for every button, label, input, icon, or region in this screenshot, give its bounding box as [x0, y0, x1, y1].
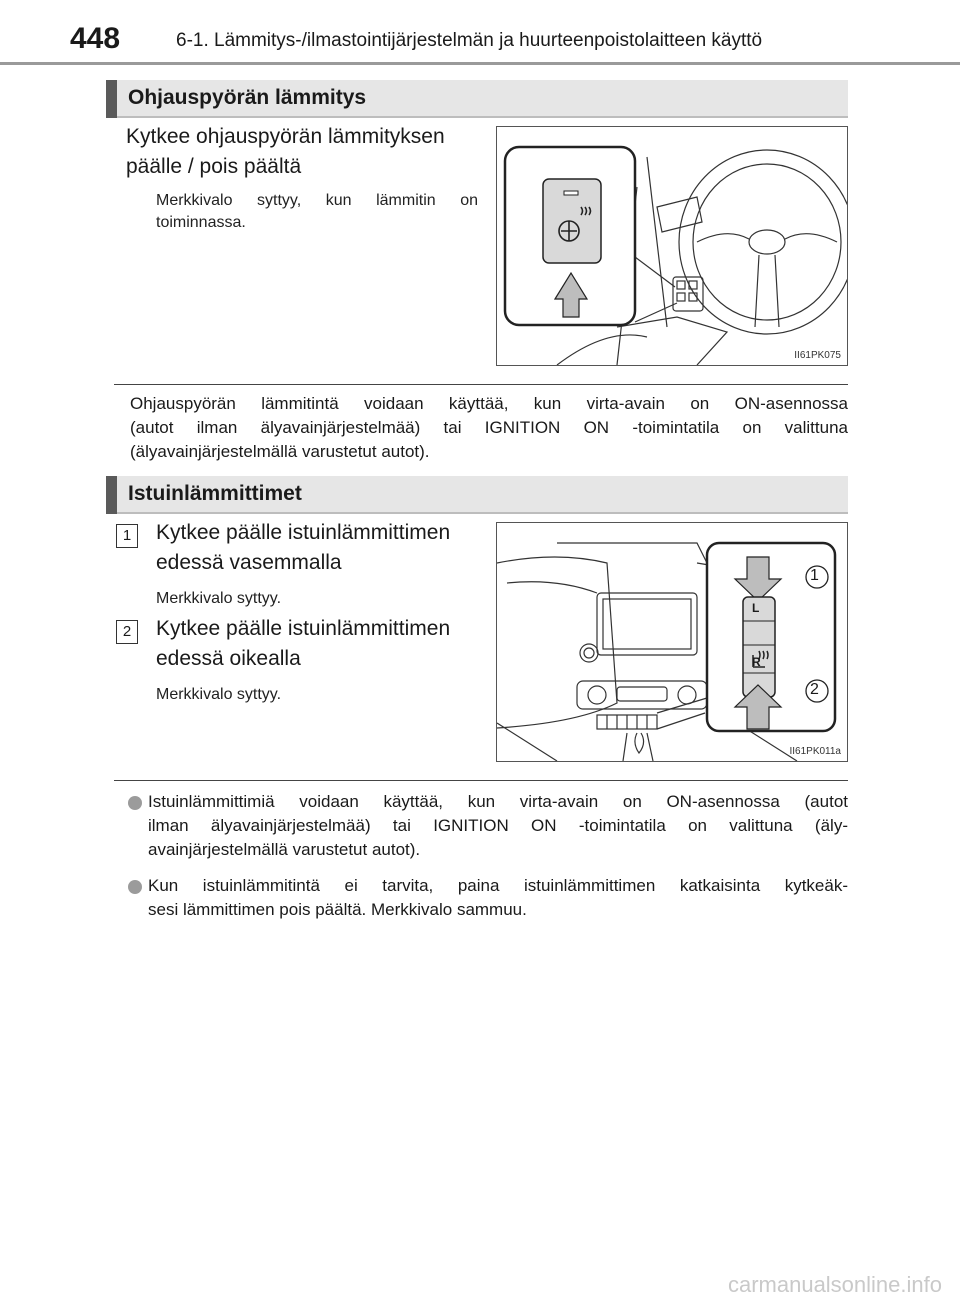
section-header-seat-heaters: [106, 476, 848, 514]
dashboard-illustration: [497, 523, 847, 761]
bullet2-line2: sesi lämmittimen pois päältä. Merkkivalo sammuu.: [148, 900, 527, 919]
item2-sub: Merkkivalo syttyy.: [156, 686, 282, 703]
chapter-title: 6-1. Lämmitys-/ilmastointijärjestelmän ja huurteenpoistolaitteen käyttö: [176, 30, 763, 51]
section-bar: [106, 476, 117, 514]
divider: [114, 780, 848, 781]
section-title: Ohjauspyörän lämmitys: [128, 86, 367, 109]
bullet-icon: [128, 796, 142, 810]
item-number-1: 1: [116, 524, 138, 548]
bullet1-line1: Istuinlämmittimiä voidaan käyttää, kun virta-avain on ON-asennossa (autot: [148, 792, 848, 811]
steering-wheel-illustration: [497, 127, 847, 365]
figure-caption: II61PK075: [794, 350, 841, 361]
note-line2: (autot ilman älyavainjärjestelmää) tai IGNITION ON -toimintatila on valittuna: [130, 418, 848, 437]
indicator-light: [564, 191, 578, 195]
item-sub-line1: Merkkivalo syttyy, kun lämmitin on: [156, 192, 478, 209]
item-number-2: 2: [116, 620, 138, 644]
figure-caption: II61PK011a: [789, 746, 841, 757]
switch-label-right: R: [752, 655, 761, 669]
section-header-steering-heater: [106, 80, 848, 118]
item-sub-line2: toiminnassa.: [156, 214, 246, 231]
note-line3: (älyavainjärjestelmällä varustetut autot).: [130, 442, 430, 461]
item1-title-line1: Kytkee päälle istuinlämmittimen: [156, 521, 451, 544]
section-title: Istuinlämmittimet: [128, 482, 302, 505]
item1-title-line2: edessä vasemmalla: [156, 551, 342, 574]
switch-label-left: L: [752, 601, 760, 615]
bullet2-line1: Kun istuinlämmitintä ei tarvita, paina istuinlämmittimen katkaisinta kytkeäk-: [148, 876, 848, 895]
steering-heater-figure: [496, 126, 848, 366]
header-rule: [0, 62, 960, 65]
section-bar: [106, 80, 117, 118]
watermark: carmanualsonline.info: [727, 1272, 942, 1297]
callout-label-2: 2: [810, 681, 819, 698]
divider: [114, 384, 848, 385]
seat-heater-figure: [496, 522, 848, 762]
item-title-line2: päälle / pois päältä: [126, 155, 302, 178]
bullet-icon: [128, 880, 142, 894]
item-title-line1: Kytkee ohjauspyörän lämmityksen: [126, 125, 445, 148]
note-line1: Ohjauspyörän lämmitintä voidaan käyttää, kun virta-avain on ON-asennossa: [130, 394, 848, 413]
item1-sub: Merkkivalo syttyy.: [156, 590, 282, 607]
item2-title-line2: edessä oikealla: [156, 647, 301, 670]
bullet1-line3: avainjärjestelmällä varustetut autot).: [148, 840, 421, 859]
page-number: 448: [70, 22, 121, 55]
bullet1-line2: ilman älyavainjärjestelmää) tai IGNITION ON -toimintatila on valittuna (äly-: [148, 816, 848, 835]
item2-title-line1: Kytkee päälle istuinlämmittimen: [156, 617, 451, 640]
callout-label-1: 1: [810, 567, 819, 584]
